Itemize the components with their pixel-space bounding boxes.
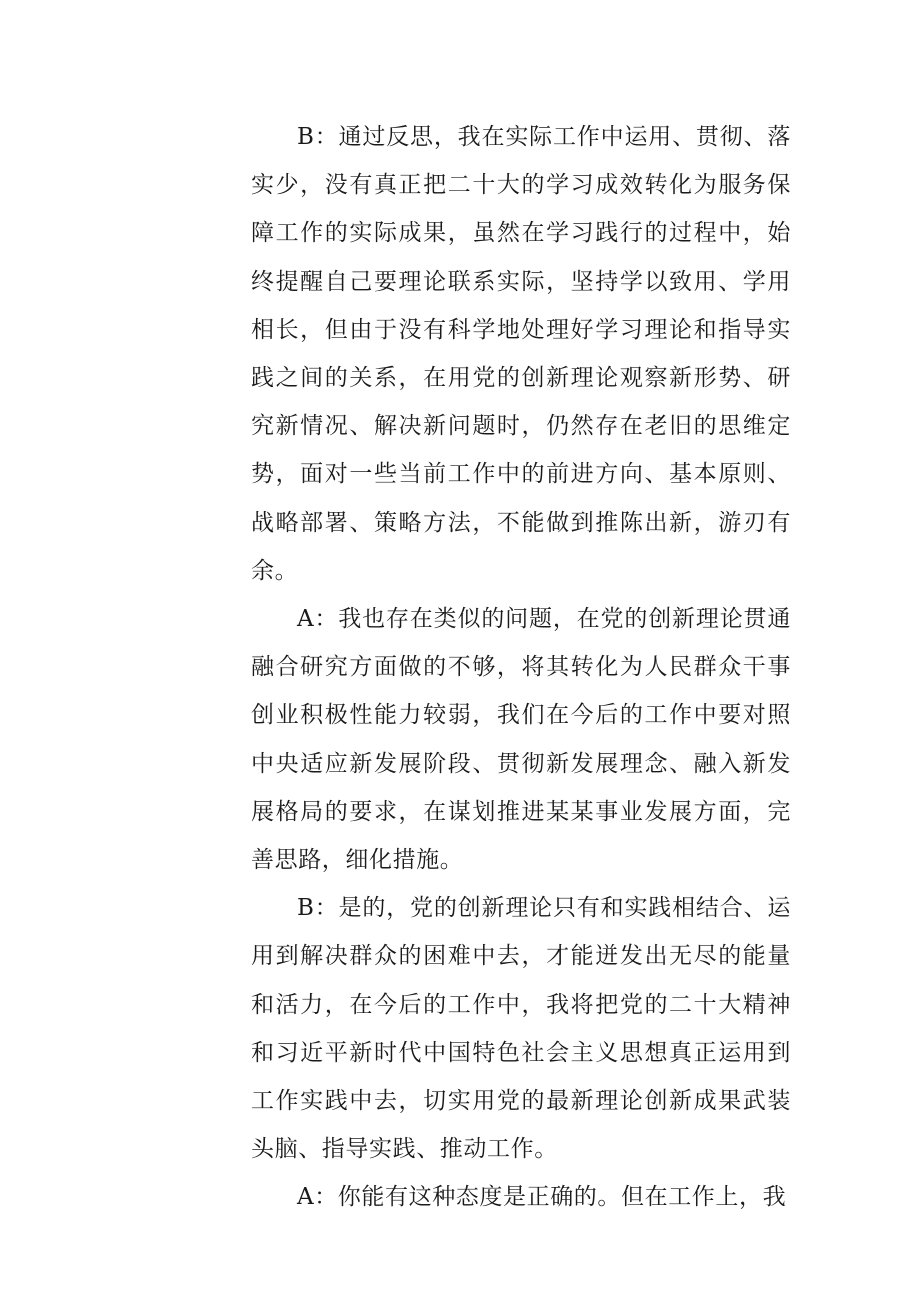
document-body	[251, 113, 791, 1222]
paragraph-2: A：我也存在类似的问题，在党的创新理论贯通融合研究方面做的不够，将其转化为人民群众干事创业积极性能力较弱，我们在今后的工作中要对照中央适应新发展阶段、贯彻新发展理念、融入新发展格局的要求，在谋划推进某某事业发展方面，完善思路，细化措施。	[251, 606, 791, 874]
paragraph-3: B：是的，党的创新理论只有和实践相结合、运用到解决群众的困难中去，才能迸发出无尽的能量和活力，在今后的工作中，我将把党的二十大精神和习近平新时代中国特色社会主义思想真正运用到工作实践中去，切实用党的最新理论创新成果武装头脑、指导实践、推动工作。	[251, 895, 791, 1163]
paragraph-1: B：通过反思，我在实际工作中运用、贯彻、落实少，没有真正把二十大的学习成效转化为服务保障工作的实际成果，虽然在学习践行的过程中，始终提醒自己要理论联系实际，坚持学以致用、学用相长，但由于没有科学地处理好学习理论和指导实践之间的关系，在用党的创新理论观察新形势、研究新情况、解决新问题时，仍然存在老旧的思维定势，面对一些当前工作中的前进方向、基本原则、战略部署、策略方法，不能做到推陈出新，游刃有余。	[251, 124, 791, 584]
paragraph-4: A：你能有这种态度是正确的。但在工作上，我	[297, 1184, 787, 1211]
